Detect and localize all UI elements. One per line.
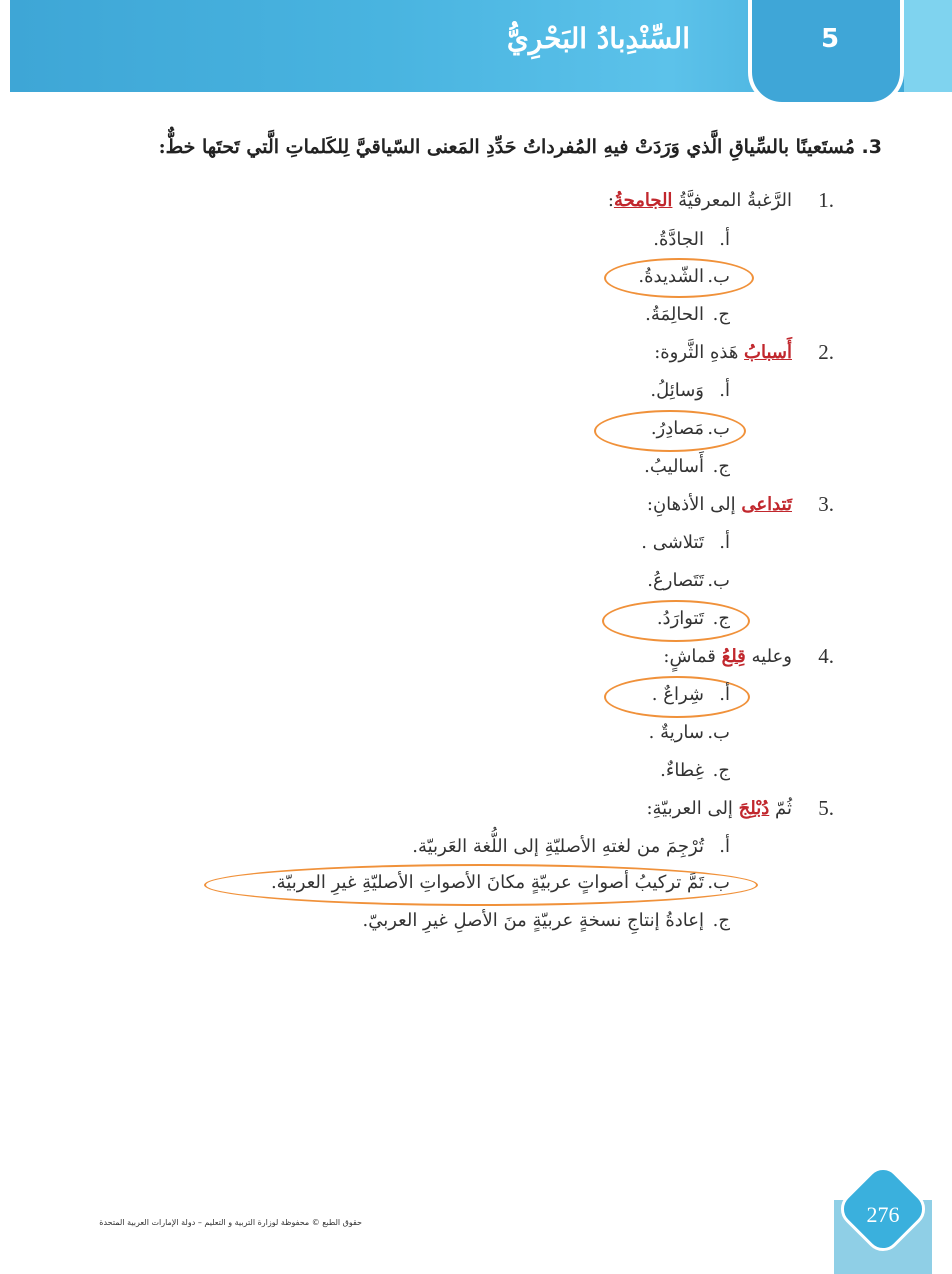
option-b[interactable]: ب.ساريةٌ . <box>648 722 730 743</box>
option-b[interactable]: ب.تَتَصارعُ. <box>647 570 730 591</box>
option-b[interactable]: ب.الشّديدةُ. <box>638 266 730 287</box>
banner-decoration <box>904 0 952 92</box>
item-stem: الرَّغبةُ المعرفيَّةُ الجامحةُ: <box>607 190 792 211</box>
item-number: 1. <box>818 188 834 212</box>
item-stem: تَتداعى إلى الأذهانِ: <box>646 494 792 515</box>
item-stem: أَسبابُ هَذهِ الثَّروة: <box>654 342 792 363</box>
option-a[interactable]: أ.تَتلاشى . <box>641 532 730 553</box>
option-c[interactable]: ج.الحالِمَةُ. <box>645 304 730 325</box>
option-a[interactable]: أ.وَسائِلُ. <box>650 380 730 401</box>
item-stem: ثُمّ دُبْلِجَ إلى العربيّةِ: <box>646 798 792 819</box>
unit-number: 5 <box>820 24 840 54</box>
keyword: دُبْلِجَ <box>738 798 770 819</box>
keyword: الجامحةُ <box>613 190 673 211</box>
option-a[interactable]: أ.الجادَّةُ. <box>653 229 730 250</box>
item-number: 5. <box>818 796 834 820</box>
option-c[interactable]: ج.تَتوارَدُ. <box>656 608 730 629</box>
option-a[interactable]: أ.تُرْجِمَ من لغتهِ الأصليّةِ إلى اللُّغة العَربيّة. <box>412 836 730 857</box>
unit-title: السِّنْدِبادُ البَحْرِيُّ <box>506 22 690 55</box>
option-b[interactable]: ب.مَصادِرُ. <box>650 418 730 439</box>
item-number: 3. <box>818 492 834 516</box>
option-c[interactable]: ج.غِطاءٌ. <box>660 760 730 781</box>
option-a[interactable]: أ.شِراعٌ . <box>651 684 730 705</box>
question-text: مُستَعينًا بالسِّياقِ الَّذي وَرَدَتْ فيهِ المُفرداتُ حَدِّدِ المَعنى السّياقيَّ لِلكَلماتِ الَّتي تَحتَها خطٌّ: <box>158 136 855 158</box>
item-stem: وعليه قِلعُ قماشٍ: <box>663 646 792 667</box>
item-number: 4. <box>818 644 834 668</box>
copyright-notice: حقوق الطبع © محفوظة لوزارة التربية و التعليم – دولة الإمارات العربية المتحدة <box>99 1218 362 1227</box>
keyword: أَسبابُ <box>744 342 792 363</box>
option-b[interactable]: ب.تَمَّ تركيبُ أصواتٍ عربيّةٍ مكانَ الأصواتِ الأصليّةِ غيرِ العربيّة. <box>270 872 730 893</box>
page-number-badge <box>834 1176 932 1274</box>
page-number: 276 <box>866 1202 900 1227</box>
question-number: 3. <box>861 136 882 158</box>
keyword: قِلعُ <box>721 646 746 667</box>
option-c[interactable]: ج.أَساليبُ. <box>644 456 730 477</box>
question-heading <box>62 136 882 158</box>
keyword: تَتداعى <box>741 494 792 515</box>
option-c[interactable]: ج.إعادةُ إنتاجِ نسخةٍ عربيّةٍ منَ الأصلِ غيرِ العربيّ. <box>362 910 730 931</box>
item-number: 2. <box>818 340 834 364</box>
